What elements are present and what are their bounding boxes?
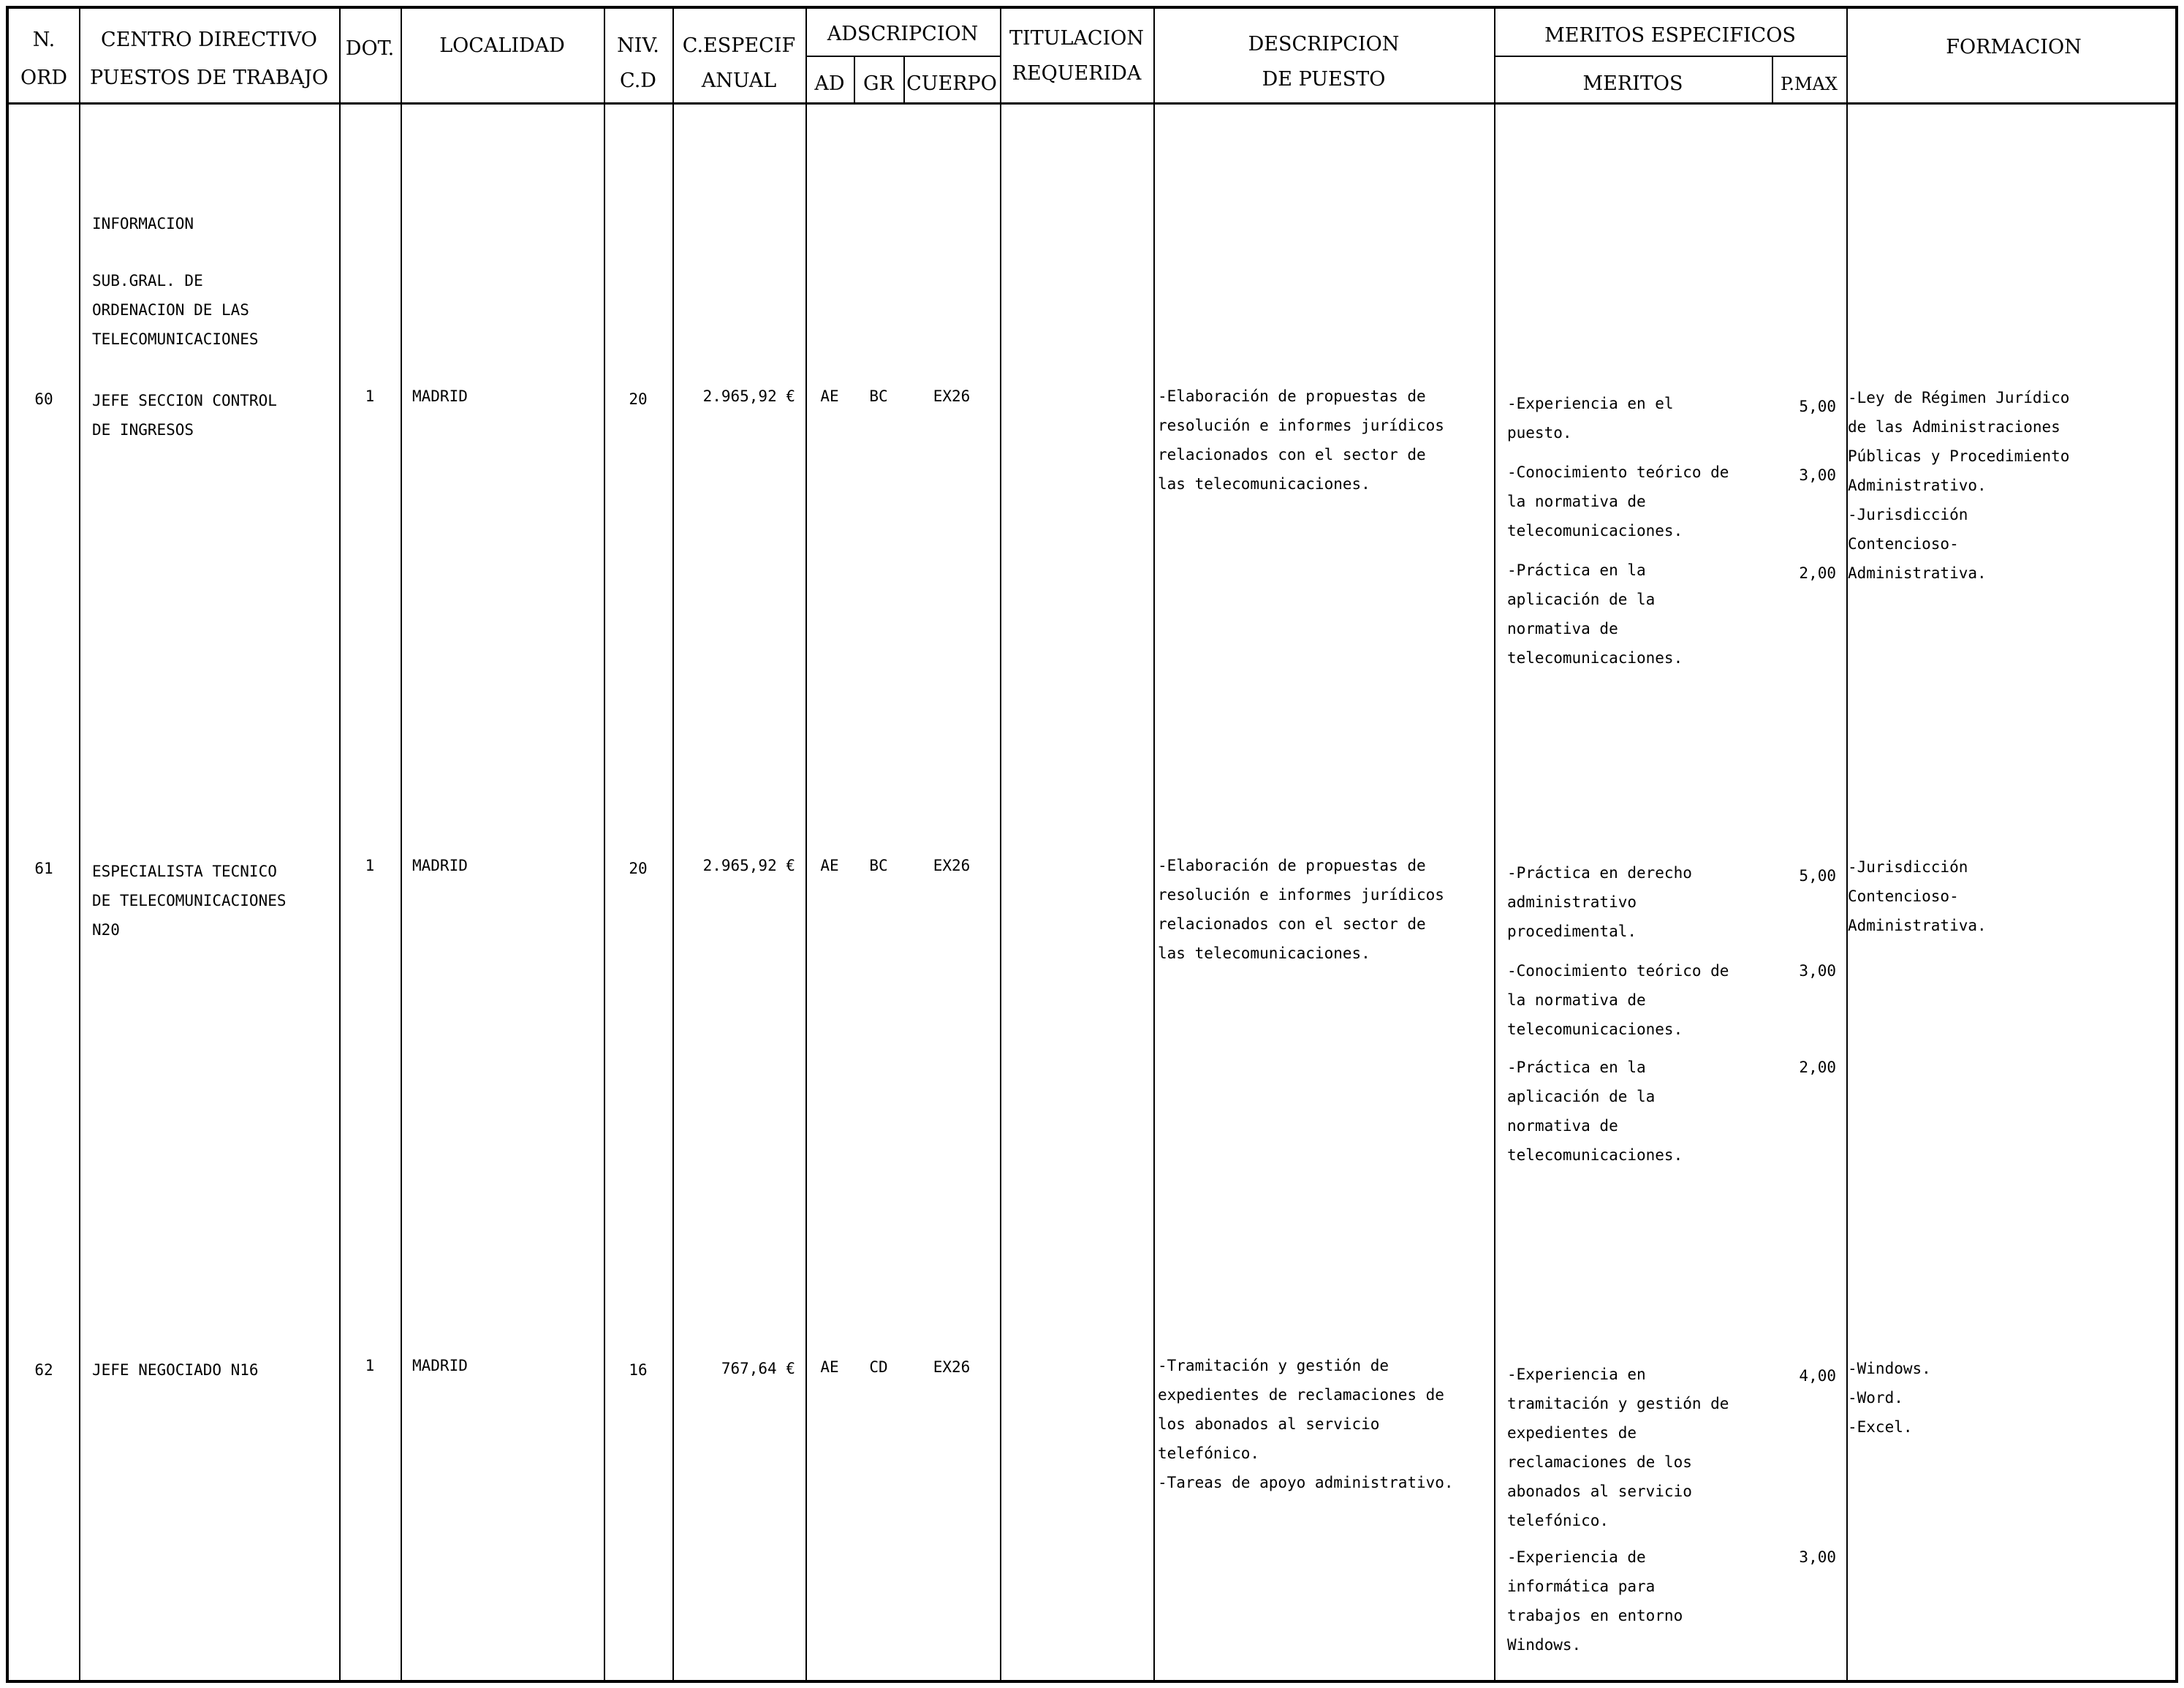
row-merito: -Experiencia en tramitación y gestión de expedientes de reclamaciones de los abonados al servicio telefónico. (1507, 1366, 1729, 1529)
row-merito-pmax: 3,00 (1799, 466, 1836, 484)
row-nivel: 20 (629, 860, 648, 877)
row-descripcion: -Elaboración de propuestas de resolución e informes jurídicos relacionados con el sector de las telecomunicaciones. (1158, 857, 1444, 962)
row-merito-pmax: 5,00 (1799, 398, 1836, 415)
row-localidad: MADRID (412, 387, 468, 405)
header-c-especif: C.ESPECIF (682, 34, 796, 57)
row-merito: -Conocimiento teórico de la normativa de telecomunicaciones. (1507, 463, 1729, 540)
row-cuerpo: EX26 (933, 857, 971, 874)
row-merito-pmax: 3,00 (1799, 962, 1836, 980)
row-dot: 1 (365, 857, 375, 874)
header-anual: ANUAL (701, 69, 777, 92)
row-merito-pmax: 2,00 (1799, 564, 1836, 582)
row-gr: CD (869, 1358, 888, 1376)
row-nivel: 16 (629, 1361, 648, 1379)
header-titulacion: TITULACION (1009, 27, 1144, 50)
col-divider (339, 9, 341, 1680)
row-ad: AE (820, 387, 839, 405)
row-gr: BC (869, 387, 888, 405)
row-merito: -Práctica en derecho administrativo procedimental. (1507, 864, 1692, 940)
header-requerida: REQUERIDA (1012, 62, 1142, 85)
header-centro-directivo: CENTRO DIRECTIVO (101, 29, 317, 51)
row-nivel: 20 (629, 390, 648, 408)
row-merito: -Conocimiento teórico de la normativa de telecomunicaciones. (1507, 962, 1729, 1038)
row-localidad: MADRID (412, 1357, 468, 1374)
row-formacion: -Ley de Régimen Jurídico de las Administraciones Públicas y Procedimiento Administrativo. -Jurisdicción Contencioso- Administrativa. (1848, 389, 2070, 582)
row-formacion: -Jurisdicción Contencioso- Administrativa. (1848, 858, 1987, 934)
row-n-ord: 62 (34, 1361, 53, 1379)
row-merito-pmax: 4,00 (1799, 1367, 1836, 1385)
row-formacion: -Windows. -Word. -Excel. (1848, 1360, 1931, 1436)
col-divider (1153, 9, 1155, 1680)
header-p-max: P.MAX (1781, 74, 1838, 94)
row-c-especif: 2.965,92 € (702, 857, 795, 874)
row-puesto: JEFE NEGOCIADO N16 (92, 1361, 259, 1379)
col-divider (604, 9, 605, 1680)
header-puestos-de-trabajo: PUESTOS DE TRABAJO (90, 67, 328, 89)
row-n-ord: 60 (34, 390, 53, 408)
row-ad: AE (820, 1358, 839, 1376)
row-merito: -Práctica en la aplicación de la normativa de telecomunicaciones. (1507, 561, 1683, 667)
row-merito: -Práctica en la aplicación de la normativa de telecomunicaciones. (1507, 1059, 1683, 1164)
header-localidad: LOCALIDAD (439, 34, 565, 57)
header-ad: AD (814, 72, 845, 95)
row-ad: AE (820, 857, 839, 874)
header-de-puesto: DE PUESTO (1262, 68, 1386, 91)
row-dot: 1 (365, 1357, 375, 1374)
col-divider (401, 9, 402, 1680)
header-adscripcion: ADSCRIPCION (827, 23, 979, 45)
header-ord: ORD (20, 67, 68, 89)
row-n-ord: 61 (34, 860, 53, 877)
row-localidad: MADRID (412, 857, 468, 874)
adscripcion-subrule (805, 56, 1000, 57)
row-merito-pmax: 3,00 (1799, 1548, 1836, 1566)
row-descripcion: -Elaboración de propuestas de resolución e informes jurídicos relacionados con el sector de las telecomunicaciones. (1158, 387, 1444, 493)
row-c-especif: 767,64 € (721, 1360, 795, 1377)
col-divider (672, 9, 674, 1680)
row-puesto: JEFE SECCION CONTROL DE INGRESOS (92, 392, 277, 439)
col-divider (1494, 9, 1495, 1680)
header-niv: NIV. (617, 34, 659, 57)
header-gr: GR (863, 72, 894, 95)
row-cuerpo: EX26 (933, 1358, 971, 1376)
header-bottom-rule (9, 102, 2175, 105)
row-dot: 1 (365, 387, 375, 405)
header-dot: DOT. (345, 37, 395, 60)
row-merito: -Experiencia de informática para trabajos en entorno Windows. (1507, 1548, 1683, 1654)
header-meritos: MERITOS (1582, 72, 1683, 95)
col-divider (79, 9, 80, 1680)
section-informacion: INFORMACION (92, 215, 194, 232)
row-merito-pmax: 2,00 (1799, 1059, 1836, 1076)
row-gr: BC (869, 857, 888, 874)
col-divider (1000, 9, 1001, 1680)
row-puesto: ESPECIALISTA TECNICO DE TELECOMUNICACIONES N20 (92, 863, 287, 939)
row-cuerpo: EX26 (933, 387, 971, 405)
header-meritos-especificos: MERITOS ESPECIFICOS (1544, 24, 1796, 47)
header-cd: C.D (620, 69, 656, 92)
meritos-subrule (1494, 56, 1846, 57)
row-descripcion: -Tramitación y gestión de expedientes de reclamaciones de los abonados al servicio telefónico. -Tareas de apoyo administrativo. (1158, 1357, 1454, 1491)
header-n: N. (32, 29, 56, 51)
section-sub-gral: SUB.GRAL. DE ORDENACION DE LAS TELECOMUNICACIONES (92, 272, 259, 348)
row-c-especif: 2.965,92 € (702, 387, 795, 405)
header-cuerpo: CUERPO (906, 72, 997, 95)
col-divider (805, 9, 807, 1680)
header-formacion: FORMACION (1946, 36, 2082, 58)
job-listing-table (6, 6, 2178, 1683)
row-merito: -Experiencia en el puesto. (1507, 395, 1674, 442)
header-descripcion: DESCRIPCION (1248, 33, 1400, 56)
row-merito-pmax: 5,00 (1799, 867, 1836, 885)
